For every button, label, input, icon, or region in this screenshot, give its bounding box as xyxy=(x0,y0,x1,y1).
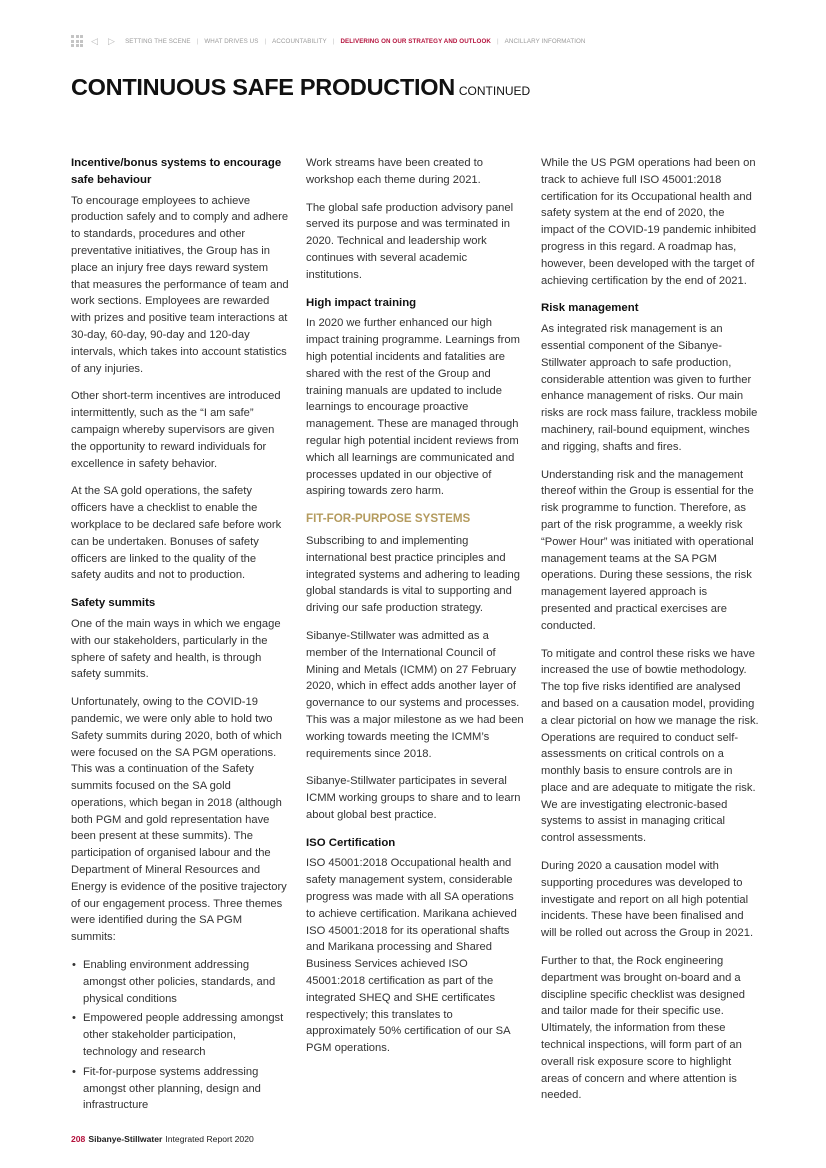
paragraph: Understanding risk and the management thereof within the Group is essential for the risk programme to function. Therefore, as part of the risk programme, a weekly risk “Power Hour” was initiated with operational management teams at the SA PGM operations. During these sessions, the risk management layered approach is presented and practical exercises are conducted. xyxy=(541,468,754,632)
paragraph: Work streams have been created to workshop each theme during 2021. xyxy=(306,157,484,186)
section-heading-high-impact-training: High impact training xyxy=(306,296,417,309)
nav-divider: | xyxy=(264,37,267,45)
page-footer xyxy=(71,1134,254,1144)
section-heading-risk-management: Risk management xyxy=(541,302,639,315)
section-heading-fit-for-purpose-systems: FIT-FOR-PURPOSE SYSTEMS xyxy=(306,512,471,526)
column-3 xyxy=(541,155,759,1115)
page-title-suffix: CONTINUED xyxy=(458,84,531,98)
paragraph: To mitigate and control these risks we have increased the use of bowtie methodology. The top five risks identified are analysed and based on a causation model, providing a clear pictorial on how we manage the risk. Operations are required to conduct self-assessments on critical controls on a monthly basis to ensure controls are in place and are adequate to mitigate the risk. We are investigating electronic-based systems to assist in managing critical control assessments. xyxy=(541,647,759,845)
paragraph: During 2020 a causation model with supporting procedures was developed to investigate and report on all high potential incidents. These have been finalised and will be rolled out across the Group in 2021. xyxy=(541,860,754,940)
paragraph: The global safe production advisory panel served its purpose and was terminated in 2020. Technical and leadership work continues with several academic institutions. xyxy=(306,201,514,281)
nav-link-accountability[interactable]: ACCOUNTABILITY xyxy=(272,37,327,45)
paragraph: At the SA gold operations, the safety officers have a checklist to enable the workplace to be declared safe before work can be undertaken. Bonuses of safety officers are linked to the quality of the safety audits and not to production. xyxy=(71,485,282,582)
nav-link-delivering-on-strategy[interactable]: DELIVERING ON OUR STRATEGY AND OUTLOOK xyxy=(340,37,491,45)
nav-link-setting-the-scene[interactable]: SETTING THE SCENE xyxy=(125,37,191,45)
list-item: • Fit-for-purpose systems addressing amongst other planning, design and infrastructure xyxy=(71,1064,289,1114)
page-title-text: CONTINUOUS SAFE PRODUCTION xyxy=(71,74,455,100)
nav-divider: | xyxy=(496,37,499,45)
paragraph: While the US PGM operations had been on track to achieve full ISO 45001:2018 certification for its Occupational health and safety system at the end of 2020, the impact of the COVID-19 pandemic inhibited progress in this regard. A roadmap has, however, been developed with the target of achieving certification by the end of 2021. xyxy=(541,157,757,287)
paragraph: Sibanye-Stillwater participates in several ICMM working groups to share and to learn about global best practice. xyxy=(306,775,521,821)
summit-themes-list xyxy=(71,957,289,1114)
top-navigation xyxy=(71,34,586,48)
nav-divider: | xyxy=(196,37,199,45)
nav-link-what-drives-us[interactable]: WHAT DRIVES US xyxy=(204,37,259,45)
paragraph: Other short-term incentives are introduced intermittently, such as the “I am safe” campaign whereby supervisors are given the opportunity to reward individuals for excellence in safety behavior. xyxy=(71,390,281,470)
list-item: • Enabling environment addressing amongst other policies, standards, and physical conditions xyxy=(71,957,289,1007)
column-1 xyxy=(71,155,289,1117)
column-2 xyxy=(306,155,524,1068)
paragraph: Further to that, the Rock engineering department was brought on-board and a discipline specific checklist was designed and tailor made for their specific use. Ultimately, the information from these technical inspections, will form part of an overall risk exposure score to highlight areas of concern and where attention is needed. xyxy=(541,955,745,1102)
grid-menu-icon[interactable] xyxy=(71,35,83,47)
previous-page-icon[interactable]: ◁ xyxy=(91,35,99,46)
paragraph: As integrated risk management is an essential component of the Sibanye-Stillwater approach to safe production, considerable attention was given to further enhance management of risks. Our main risks are rock mass failure, trackless mobile machinery, rail-bound equipment, winches and rigging, shafts and fires. xyxy=(541,323,758,453)
section-heading-iso-certification: ISO Certification xyxy=(306,836,396,849)
section-heading-safety-summits: Safety summits xyxy=(71,597,156,610)
nav-link-ancillary-information[interactable]: ANCILLARY INFORMATION xyxy=(504,37,586,45)
nav-divider: | xyxy=(332,37,335,45)
paragraph: Subscribing to and implementing international best practice principles and integrated systems and adhering to leading global standards is vital to supporting and driving our safe production strategy. xyxy=(306,534,520,615)
section-heading-incentive-systems: Incentive/bonus systems to encourage safe behaviour xyxy=(71,157,282,186)
paragraph: Sibanye-Stillwater was admitted as a member of the International Council of Mining and Metals (ICMM) on 27 February 2020, which in effect adds another layer of governance to our systems and processes. This was a major milestone as we had been working towards meeting the ICMM’s requirements since 2018. xyxy=(306,629,524,760)
page-number: 208 xyxy=(71,1134,86,1144)
page-title xyxy=(71,74,530,101)
paragraph: ISO 45001:2018 Occupational health and safety management system, considerable progress was made with all SA operations to achieve certification. Marikana achieved ISO 45001:2018 for its operational shafts and Marikana processing and Shared Business Services achieved ISO 45001:2018 certification as part of the integrated SHEQ and SHE certificates respectively; this translates to approximately 50% certification of our SA PGM operations. xyxy=(306,857,517,1055)
paragraph: Unfortunately, owing to the COVID-19 pandemic, we were only able to hold two Safety summits during 2020, both of which were focused on the SA PGM operations. This was a continuation of the Safety summits focused on the SA gold operations, which began in 2018 (although both PGM and gold representation have been present at these summits). The participation of organised labour and the Department of Mineral Resources and Energy is evidence of the positive trajectory of our engagement process. Three themes were identified during the SA PGM summits: xyxy=(71,696,287,944)
paragraph: To encourage employees to achieve production safely and to comply and adhere to standards, procedures and other preventative initiatives, the Group has in place an injury free days reward system that measures the performance of team and work sections. Employees are rewarded with prizes and positive team interactions at 30-day, 60-day, 90-day and 120-day intervals, which takes into account statistics of any injuries. xyxy=(71,194,289,375)
next-page-icon[interactable]: ▷ xyxy=(108,35,116,46)
paragraph: In 2020 we further enhanced our high impact training programme. Learnings from high potential incidents and fatalities are shared with the rest of the Group and training manuals are updated to include learnings to encourage proactive management. These are managed through regular high potential incident reviews from which all learnings are communicated and processes updated in our objective of aspiring towards zero harm. xyxy=(306,317,520,498)
paragraph: One of the main ways in which we engage with our stakeholders, particularly in the sphere of safety and health, is through safety summits. xyxy=(71,617,281,681)
list-item: • Empowered people addressing amongst other stakeholder participation, technology and research xyxy=(71,1010,289,1060)
footer-report-name: Integrated Report 2020 xyxy=(165,1134,254,1144)
footer-company-name: Sibanye-Stillwater xyxy=(88,1134,163,1144)
